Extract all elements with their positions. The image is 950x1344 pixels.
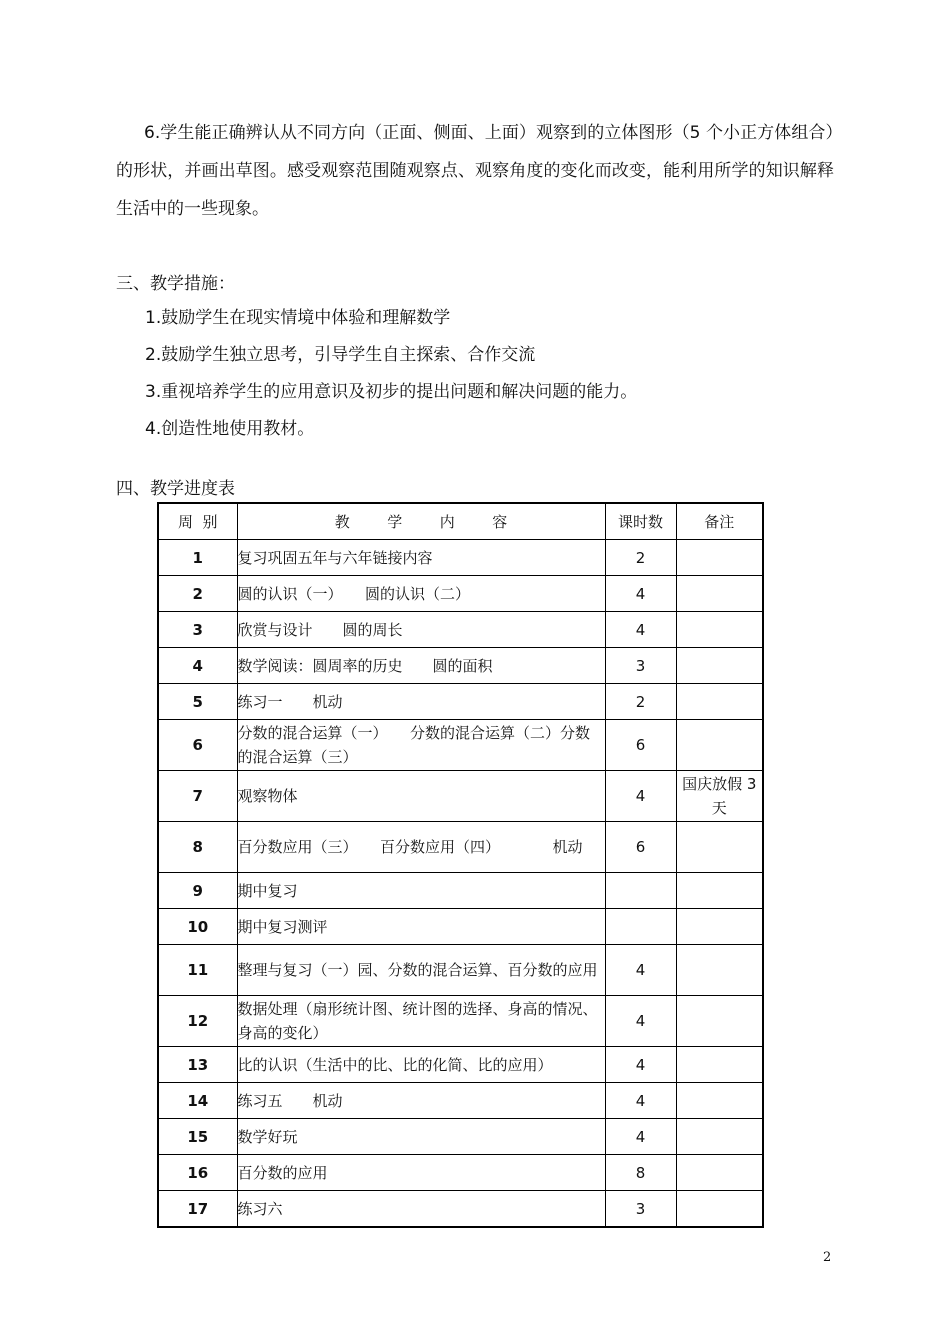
row-content: 整理与复习（一）园、分数的混合运算、百分数的应用 [237, 945, 605, 996]
table-row [158, 1155, 763, 1191]
section3-item-2: 2.鼓励学生独立思考，引导学生自主探索、合作交流 [145, 345, 536, 365]
header-week: 周 别 [158, 503, 237, 540]
table-row [158, 945, 763, 996]
row-content: 分数的混合运算（一） 分数的混合运算（二）分数的混合运算（三） [237, 720, 605, 771]
header-hours: 课时数 [605, 503, 676, 540]
table-row [158, 873, 763, 909]
row-note [676, 1155, 763, 1191]
intro-paragraph [116, 114, 834, 228]
row-hours [605, 909, 676, 945]
row-content: 数据处理（扇形统计图、统计图的选择、身高的情况、身高的变化） [237, 996, 605, 1047]
row-hours: 3 [605, 1191, 676, 1228]
row-content: 期中复习 [237, 873, 605, 909]
row-content: 观察物体 [237, 771, 605, 822]
table-row [158, 996, 763, 1047]
row-week: 8 [158, 822, 237, 873]
row-week: 15 [158, 1119, 237, 1155]
row-hours: 4 [605, 771, 676, 822]
row-week: 17 [158, 1191, 237, 1228]
row-note [676, 576, 763, 612]
table-row [158, 576, 763, 612]
row-week: 2 [158, 576, 237, 612]
row-content: 百分数应用（三） 百分数应用（四） 机动 [237, 822, 605, 873]
row-content: 比的认识（生活中的比、比的化简、比的应用） [237, 1047, 605, 1083]
row-week: 5 [158, 684, 237, 720]
row-note [676, 1119, 763, 1155]
schedule-table [157, 502, 764, 1228]
row-hours: 6 [605, 720, 676, 771]
section4-title: 四、教学进度表 [116, 479, 235, 499]
table-row [158, 1083, 763, 1119]
row-note [676, 822, 763, 873]
row-note [676, 720, 763, 771]
row-content: 复习巩固五年与六年链接内容 [237, 540, 605, 576]
row-hours: 2 [605, 684, 676, 720]
row-note [676, 684, 763, 720]
row-content: 圆的认识（一） 圆的认识（二） [237, 576, 605, 612]
row-week: 14 [158, 1083, 237, 1119]
table-row [158, 771, 763, 822]
row-week: 10 [158, 909, 237, 945]
row-note: 国庆放假 3 天 [676, 771, 763, 822]
row-hours: 4 [605, 1047, 676, 1083]
row-content: 练习五 机动 [237, 1083, 605, 1119]
row-note [676, 1047, 763, 1083]
row-week: 9 [158, 873, 237, 909]
row-week: 7 [158, 771, 237, 822]
table-row [158, 1191, 763, 1228]
row-hours: 4 [605, 1083, 676, 1119]
header-note: 备注 [676, 503, 763, 540]
table-row [158, 1119, 763, 1155]
row-week: 4 [158, 648, 237, 684]
row-content: 练习一 机动 [237, 684, 605, 720]
table-row [158, 540, 763, 576]
row-week: 16 [158, 1155, 237, 1191]
row-hours: 8 [605, 1155, 676, 1191]
row-hours [605, 873, 676, 909]
section3-title: 三、教学措施： [116, 274, 235, 294]
row-hours: 6 [605, 822, 676, 873]
row-note [676, 945, 763, 996]
row-hours: 4 [605, 945, 676, 996]
row-content: 欣赏与设计 圆的周长 [237, 612, 605, 648]
row-note [676, 1083, 763, 1119]
row-note [676, 873, 763, 909]
row-content: 百分数的应用 [237, 1155, 605, 1191]
table-row [158, 612, 763, 648]
intro-paragraph-text: 6.学生能正确辨认从不同方向（正面、侧面、上面）观察到的立体图形（5 个小正方体组合）的形状，并画出草图。感受观察范围随观察点、观察角度的变化而改变，能利用所学的知识解释生活中的一些现象。 [116, 123, 834, 219]
table-row [158, 1047, 763, 1083]
row-week: 1 [158, 540, 237, 576]
row-note [676, 648, 763, 684]
table-row [158, 648, 763, 684]
row-hours: 4 [605, 996, 676, 1047]
section3-item-1: 1.鼓励学生在现实情境中体验和理解数学 [145, 308, 451, 328]
page-number: 2 [823, 1250, 832, 1265]
row-hours: 2 [605, 540, 676, 576]
row-note [676, 996, 763, 1047]
row-content: 数学阅读：圆周率的历史 圆的面积 [237, 648, 605, 684]
row-week: 12 [158, 996, 237, 1047]
row-week: 6 [158, 720, 237, 771]
table-row [158, 684, 763, 720]
row-hours: 3 [605, 648, 676, 684]
row-week: 13 [158, 1047, 237, 1083]
row-note [676, 540, 763, 576]
row-hours: 4 [605, 1119, 676, 1155]
table-header-row [158, 503, 763, 540]
table-row [158, 909, 763, 945]
row-week: 11 [158, 945, 237, 996]
row-content: 期中复习测评 [237, 909, 605, 945]
row-hours: 4 [605, 612, 676, 648]
row-content: 数学好玩 [237, 1119, 605, 1155]
section3-item-4: 4.创造性地使用教材。 [145, 419, 315, 439]
row-content: 练习六 [237, 1191, 605, 1228]
table-row [158, 720, 763, 771]
section3-item-3: 3.重视培养学生的应用意识及初步的提出问题和解决问题的能力。 [145, 382, 638, 402]
row-note [676, 612, 763, 648]
row-hours: 4 [605, 576, 676, 612]
row-note [676, 909, 763, 945]
header-content: 教 学 内 容 [237, 503, 605, 540]
row-week: 3 [158, 612, 237, 648]
row-note [676, 1191, 763, 1228]
table-row [158, 822, 763, 873]
